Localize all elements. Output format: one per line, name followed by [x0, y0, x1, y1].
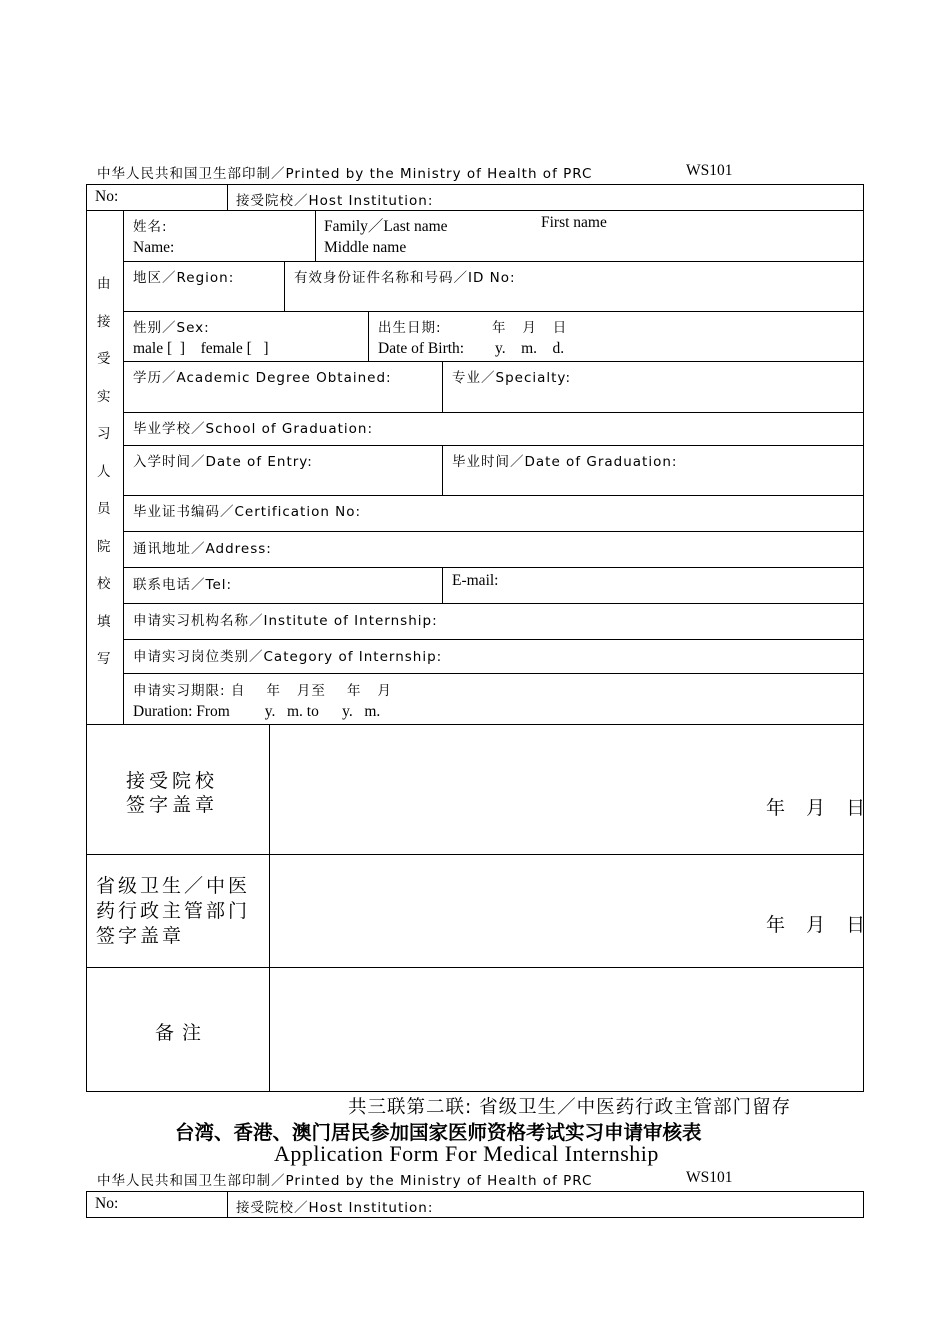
- region-label[interactable]: 地区／Region:: [133, 270, 235, 286]
- specialty-label[interactable]: 专业／Specialty:: [452, 370, 571, 386]
- footer-printed-by: 中华人民共和国卫生部印制／Printed by the Ministry of Health of PRC: [97, 1173, 593, 1189]
- remarks-label: 备注: [155, 1022, 210, 1044]
- printed-by: 中华人民共和国卫生部印制／Printed by the Ministry of Health of PRC: [97, 166, 593, 182]
- family-name-label[interactable]: Family／Last name: [324, 218, 448, 235]
- footer-top-row: [86, 1191, 864, 1218]
- institute-label[interactable]: 申请实习机构名称／Institute of Internship:: [133, 613, 438, 629]
- copy-note: 共三联第二联: 省级卫生／中医药行政主管部门留存: [348, 1097, 792, 1118]
- form-title-en: Application Form For Medical Internship: [274, 1141, 659, 1166]
- graduation-date-label[interactable]: 毕业时间／Date of Graduation:: [452, 454, 678, 470]
- no-label: No:: [95, 188, 119, 205]
- category-label[interactable]: 申请实习岗位类别／Category of Internship:: [133, 649, 443, 665]
- degree-label[interactable]: 学历／Academic Degree Obtained:: [133, 370, 392, 386]
- footer-host-institution-label[interactable]: 接受院校／Host Institution:: [236, 1200, 434, 1216]
- duration-en[interactable]: Duration: From y. m. to y. m.: [133, 703, 381, 720]
- sex-label: 性别／Sex:: [133, 320, 210, 336]
- tel-label[interactable]: 联系电话／Tel:: [133, 577, 233, 593]
- name-cn-label: 姓名:: [133, 219, 168, 235]
- prov-sign-date[interactable]: 年 月 日: [766, 914, 869, 936]
- entry-date-label[interactable]: 入学时间／Date of Entry:: [133, 454, 313, 470]
- host-sign-line1: 接受院校: [126, 770, 219, 792]
- footer-no-label: No:: [95, 1195, 119, 1212]
- middle-name-label[interactable]: Middle name: [324, 239, 407, 256]
- sex-options[interactable]: male [ ] female [ ]: [133, 340, 269, 357]
- prov-sign-line2: 药行政主管部门: [96, 900, 251, 922]
- host-sign-date[interactable]: 年 月 日: [766, 797, 869, 819]
- dob-en-ymd: y. m. d.: [495, 340, 565, 357]
- prov-sign-line1: 省级卫生／中医: [96, 875, 251, 897]
- host-institution-label[interactable]: 接受院校／Host Institution:: [236, 193, 434, 209]
- email-label[interactable]: E-mail:: [452, 572, 499, 589]
- school-label[interactable]: 毕业学校／School of Graduation:: [133, 421, 374, 437]
- dob-cn-ymd: 年 月 日: [492, 320, 568, 336]
- certification-label[interactable]: 毕业证书编码／Certification No:: [133, 504, 362, 520]
- id-no-label[interactable]: 有效身份证件名称和号码／ID No:: [294, 270, 516, 286]
- host-sign-line2: 签字盖章: [126, 794, 219, 816]
- dob-en-label[interactable]: Date of Birth:: [378, 340, 465, 357]
- side-label: 由 接 受 实 习 人 员 院 校 填 写: [97, 276, 112, 667]
- first-name-label[interactable]: First name: [541, 214, 607, 231]
- dob-cn-label: 出生日期:: [378, 320, 442, 336]
- footer-form-code: WS101: [686, 1169, 733, 1186]
- address-label[interactable]: 通讯地址／Address:: [133, 541, 272, 557]
- top-row: [86, 184, 864, 211]
- form-code: WS101: [686, 162, 733, 179]
- duration-cn: 申请实习期限: 自 年 月至 年 月: [133, 683, 392, 699]
- name-en-label: Name:: [133, 239, 175, 256]
- prov-sign-line3: 签字盖章: [96, 925, 185, 947]
- form-title-cn: 台湾、香港、澳门居民参加国家医师资格考试实习申请审核表: [175, 1121, 702, 1144]
